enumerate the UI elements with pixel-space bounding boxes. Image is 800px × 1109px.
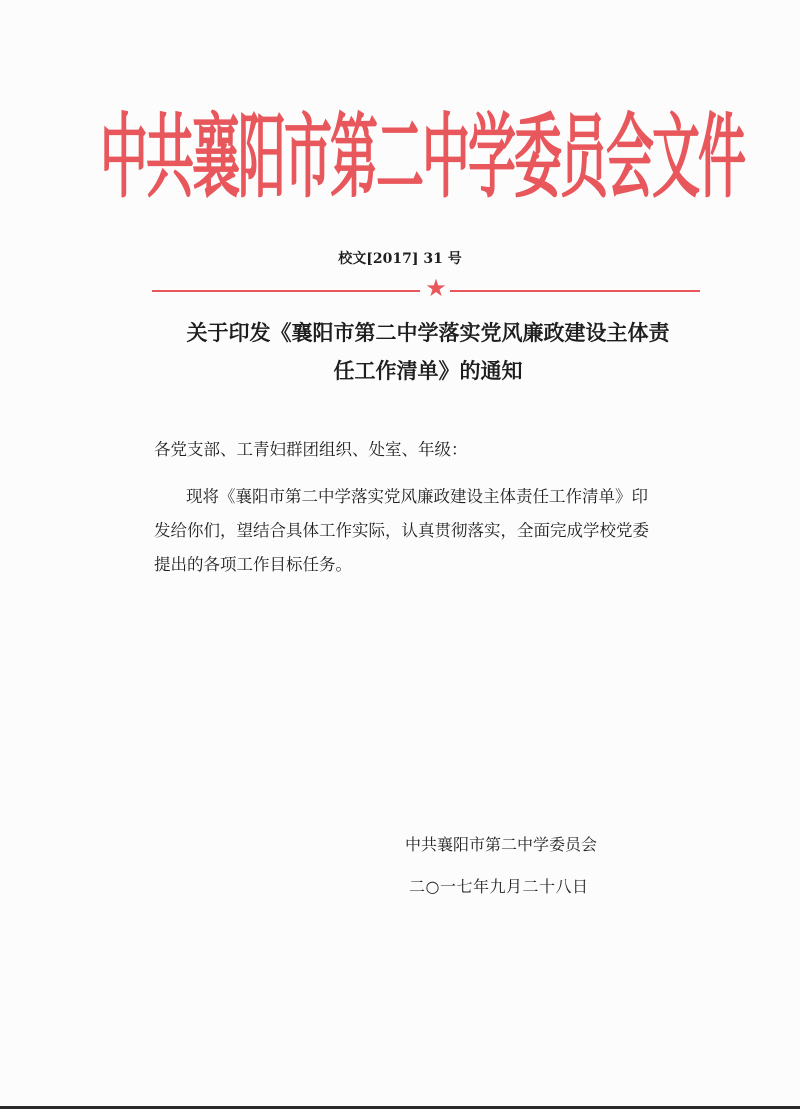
body-paragraph-line-2: 发给你们，望结合具体工作实际，认真贯彻落实，全面完成学校党委 bbox=[154, 521, 649, 540]
star-icon: ★ bbox=[425, 274, 447, 302]
document-number: 校文[2017] 31 号 bbox=[338, 251, 462, 267]
salutation: 各党支部、工青妇群团组织、处室、年级： bbox=[154, 440, 468, 459]
red-divider-left bbox=[152, 290, 420, 292]
body-paragraph-line-1: 现将《襄阳市第二中学落实党风廉政建设主体责任工作清单》印 bbox=[186, 487, 648, 506]
notice-title-line-1: 关于印发《襄阳市第二中学落实党风廉政建设主体责 bbox=[186, 320, 670, 345]
masthead-title: 中共襄阳市第二中学委员会文件 bbox=[100, 104, 745, 212]
issuer-signature: 中共襄阳市第二中学委员会 bbox=[405, 835, 598, 854]
body-paragraph-line-3: 提出的各项工作目标任务。 bbox=[154, 555, 352, 574]
notice-title-line-2: 任工作清单》的通知 bbox=[333, 358, 523, 383]
red-divider-right bbox=[450, 290, 700, 292]
issue-date: 二○一七年九月二十八日 bbox=[409, 877, 589, 896]
